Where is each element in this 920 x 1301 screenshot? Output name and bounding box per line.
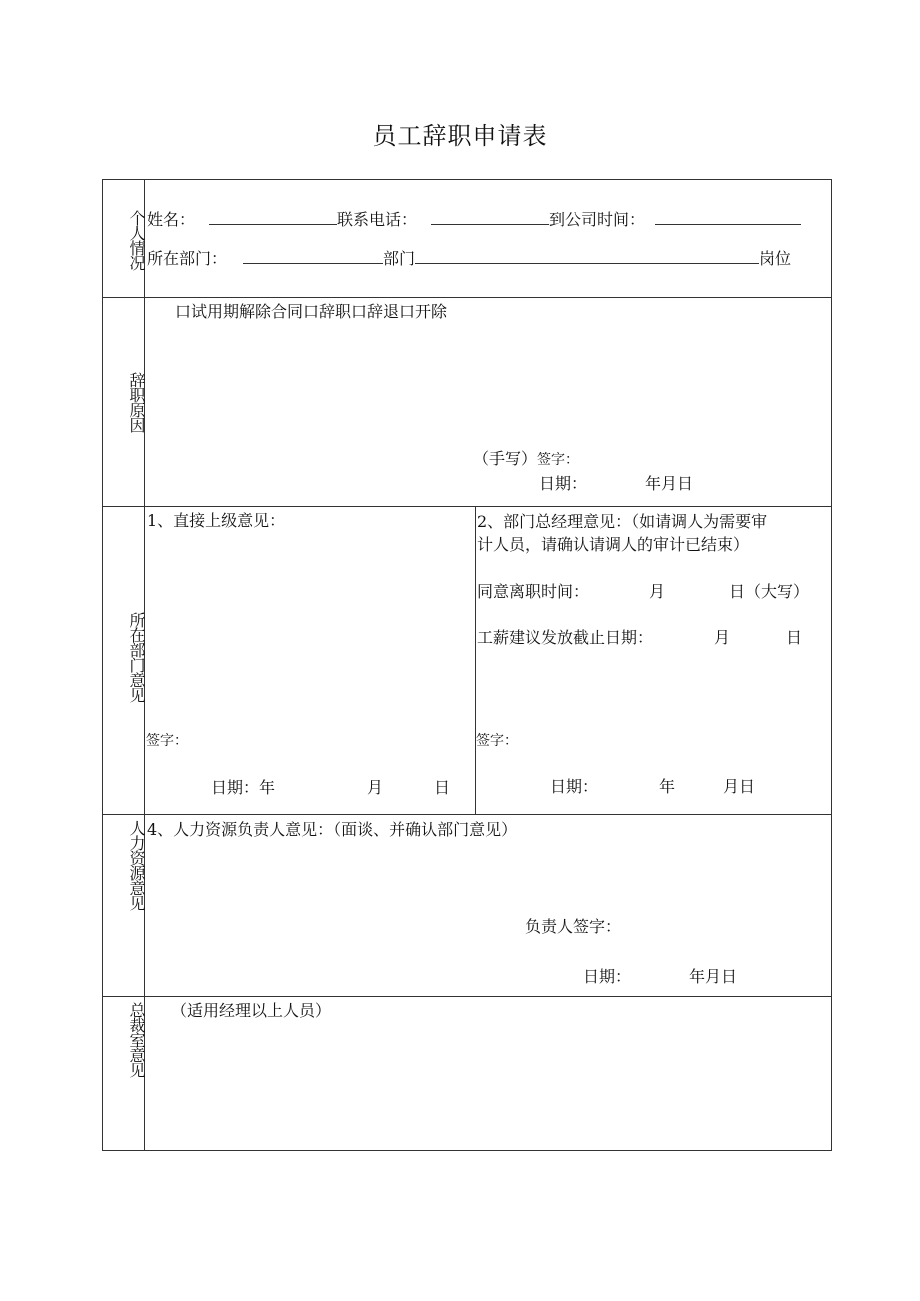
manager-date-year: 年	[659, 777, 676, 796]
leave-date-label: 同意离职时间：	[477, 582, 590, 601]
join-date-field[interactable]	[655, 210, 801, 225]
reason-sign-label: 签字：	[537, 452, 580, 468]
name-line	[147, 210, 801, 230]
manager-opinion-heading-2: 计人员，请确认请调人的审计已结束）	[477, 535, 750, 554]
hr-section-label: 人力资源意见	[127, 820, 146, 910]
hr-date-label: 日期：	[583, 967, 632, 986]
reason-section-label: 辞职原因	[127, 372, 146, 432]
supervisor-date-month: 月	[367, 778, 384, 797]
salary-cutoff-day: 日	[786, 628, 803, 647]
leave-date-month: 月	[649, 582, 666, 601]
row-divider	[103, 506, 831, 507]
manager-date-label: 日期：	[550, 777, 599, 796]
salary-cutoff-label: 工薪建议发放截止日期：	[477, 628, 654, 647]
department-line	[147, 249, 791, 269]
supervisor-opinion-heading: 1、直接上级意见：	[147, 511, 286, 530]
supervisor-date-label: 日期：年	[211, 778, 276, 797]
manager-date-month-day: 月日	[723, 777, 756, 796]
hr-date-units: 年月日	[689, 967, 738, 986]
post-field[interactable]	[415, 249, 759, 264]
post-suffix: 岗位	[759, 249, 792, 268]
handwrite-note: （手写）	[473, 449, 538, 468]
department-field[interactable]	[243, 249, 383, 264]
row-divider	[103, 297, 831, 298]
row-divider	[103, 814, 831, 815]
phone-field[interactable]	[431, 210, 549, 225]
resignation-form	[102, 179, 832, 1151]
president-section-label: 总裁室意见	[127, 1002, 146, 1077]
name-label: 姓名：	[147, 210, 196, 229]
hr-date-line	[583, 967, 737, 987]
leave-date-day: 日（大写）	[729, 582, 810, 601]
dept-opinion-section-label: 所在部门意见	[127, 612, 146, 702]
opinion-column-divider	[475, 506, 476, 814]
name-field[interactable]	[209, 210, 337, 225]
salary-cutoff-month: 月	[714, 628, 731, 647]
supervisor-date-day: 日	[434, 778, 451, 797]
manager-sign-label: 签字：	[476, 733, 518, 749]
department-label: 所在部门：	[147, 249, 228, 268]
hr-sign-label: 负责人签字：	[525, 917, 622, 936]
supervisor-sign-label: 签字：	[146, 733, 188, 749]
phone-label: 联系电话：	[337, 210, 418, 229]
president-note: （适用经理以上人员）	[171, 1001, 332, 1020]
department-suffix: 部门	[383, 249, 416, 268]
manager-opinion-heading-1: 2、部门总经理意见：（如请调人为需要审	[477, 512, 768, 531]
reason-sign-line	[473, 449, 579, 470]
personal-section-label: 个人情况	[127, 210, 146, 270]
reason-date-label: 日期：	[539, 474, 588, 493]
page-title: 员工辞职申请表	[372, 122, 548, 150]
reason-date-line	[539, 474, 693, 494]
reason-date-units: 年月日	[645, 474, 694, 493]
join-date-label: 到公司时间：	[549, 210, 646, 229]
hr-opinion-heading: 4、人力资源负责人意见：（面谈、并确认部门意见）	[147, 820, 518, 839]
row-divider	[103, 996, 831, 997]
reason-options: 口试用期解除合同口辞职口辞退口开除	[175, 302, 448, 321]
